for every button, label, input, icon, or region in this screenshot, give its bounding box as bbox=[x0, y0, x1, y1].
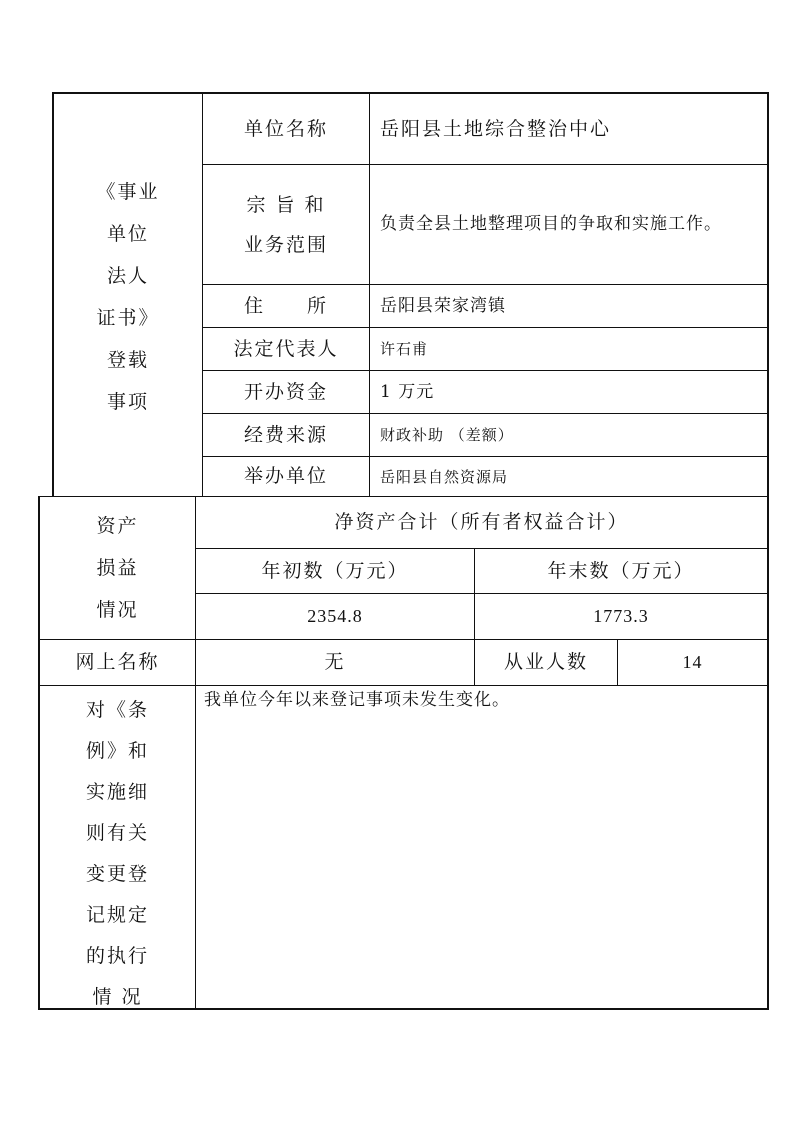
begin-year-label: 年初数（万元） bbox=[261, 559, 409, 582]
staff-count-label: 从业人数 bbox=[503, 651, 588, 674]
border-bottom bbox=[38, 1008, 769, 1010]
online-name-value: 无 bbox=[324, 651, 346, 674]
side-label-line: 法人 bbox=[106, 265, 149, 287]
border-right bbox=[767, 92, 769, 1010]
unit-name-label: 单位名称 bbox=[243, 117, 328, 140]
sponsor-label: 举办单位 bbox=[243, 465, 328, 488]
side-label-line: 证书》 bbox=[96, 307, 160, 329]
changes-value: 我单位今年以来登记事项未发生变化。 bbox=[204, 690, 510, 710]
net-assets-header: 净资产合计（所有者权益合计） bbox=[334, 511, 629, 534]
changes-side-line: 则有关 bbox=[85, 822, 149, 844]
purpose-label-line-1: 宗 旨 和 bbox=[246, 193, 326, 216]
changes-side-label bbox=[40, 690, 195, 1006]
changes-side-line: 实施细 bbox=[85, 781, 149, 803]
capital-value: 1 万元 bbox=[380, 381, 435, 402]
purpose-label bbox=[203, 165, 369, 284]
assets-side-label bbox=[40, 500, 195, 636]
section-line-3 bbox=[38, 685, 769, 686]
changes-side-line: 例》和 bbox=[85, 740, 149, 762]
legal-rep-label: 法定代表人 bbox=[233, 337, 339, 360]
side-label-line: 事项 bbox=[106, 391, 149, 413]
capital-label: 开办资金 bbox=[243, 380, 328, 403]
changes-side-line: 变更登 bbox=[85, 863, 149, 885]
changes-side-line: 对《条 bbox=[85, 699, 149, 721]
begin-year-value: 2354.8 bbox=[307, 605, 363, 626]
assets-side-line: 情况 bbox=[96, 599, 139, 621]
funding-value: 财政补助 （差额） bbox=[380, 426, 514, 444]
unit-name-value: 岳阳县土地综合整治中心 bbox=[380, 117, 612, 140]
changes-side-line: 情 况 bbox=[92, 986, 143, 1008]
legal-rep-value: 许石甫 bbox=[380, 340, 429, 358]
side-label-line: 单位 bbox=[106, 223, 149, 245]
staff-count-value: 14 bbox=[682, 651, 703, 672]
changes-side-line: 的执行 bbox=[85, 945, 149, 967]
purpose-value: 负责全县土地整理项目的争取和实施工作。 bbox=[380, 214, 722, 235]
changes-side-line: 记规定 bbox=[85, 904, 149, 926]
sponsor-value: 岳阳县自然资源局 bbox=[380, 467, 509, 486]
side-label-line: 登载 bbox=[106, 349, 149, 371]
address-label: 住 所 bbox=[243, 294, 328, 317]
certificate-side-label bbox=[54, 172, 202, 422]
side-label-line: 《事业 bbox=[96, 181, 160, 203]
assets-side-line: 资产 bbox=[96, 515, 139, 537]
assets-side-line: 损益 bbox=[96, 557, 139, 579]
funding-label: 经费来源 bbox=[243, 423, 328, 446]
address-value: 岳阳县荣家湾镇 bbox=[380, 295, 506, 316]
purpose-label-line-2: 业务范围 bbox=[243, 233, 328, 256]
end-year-label: 年末数（万元） bbox=[547, 559, 695, 582]
online-name-label: 网上名称 bbox=[75, 651, 160, 674]
end-year-value: 1773.3 bbox=[593, 605, 649, 626]
